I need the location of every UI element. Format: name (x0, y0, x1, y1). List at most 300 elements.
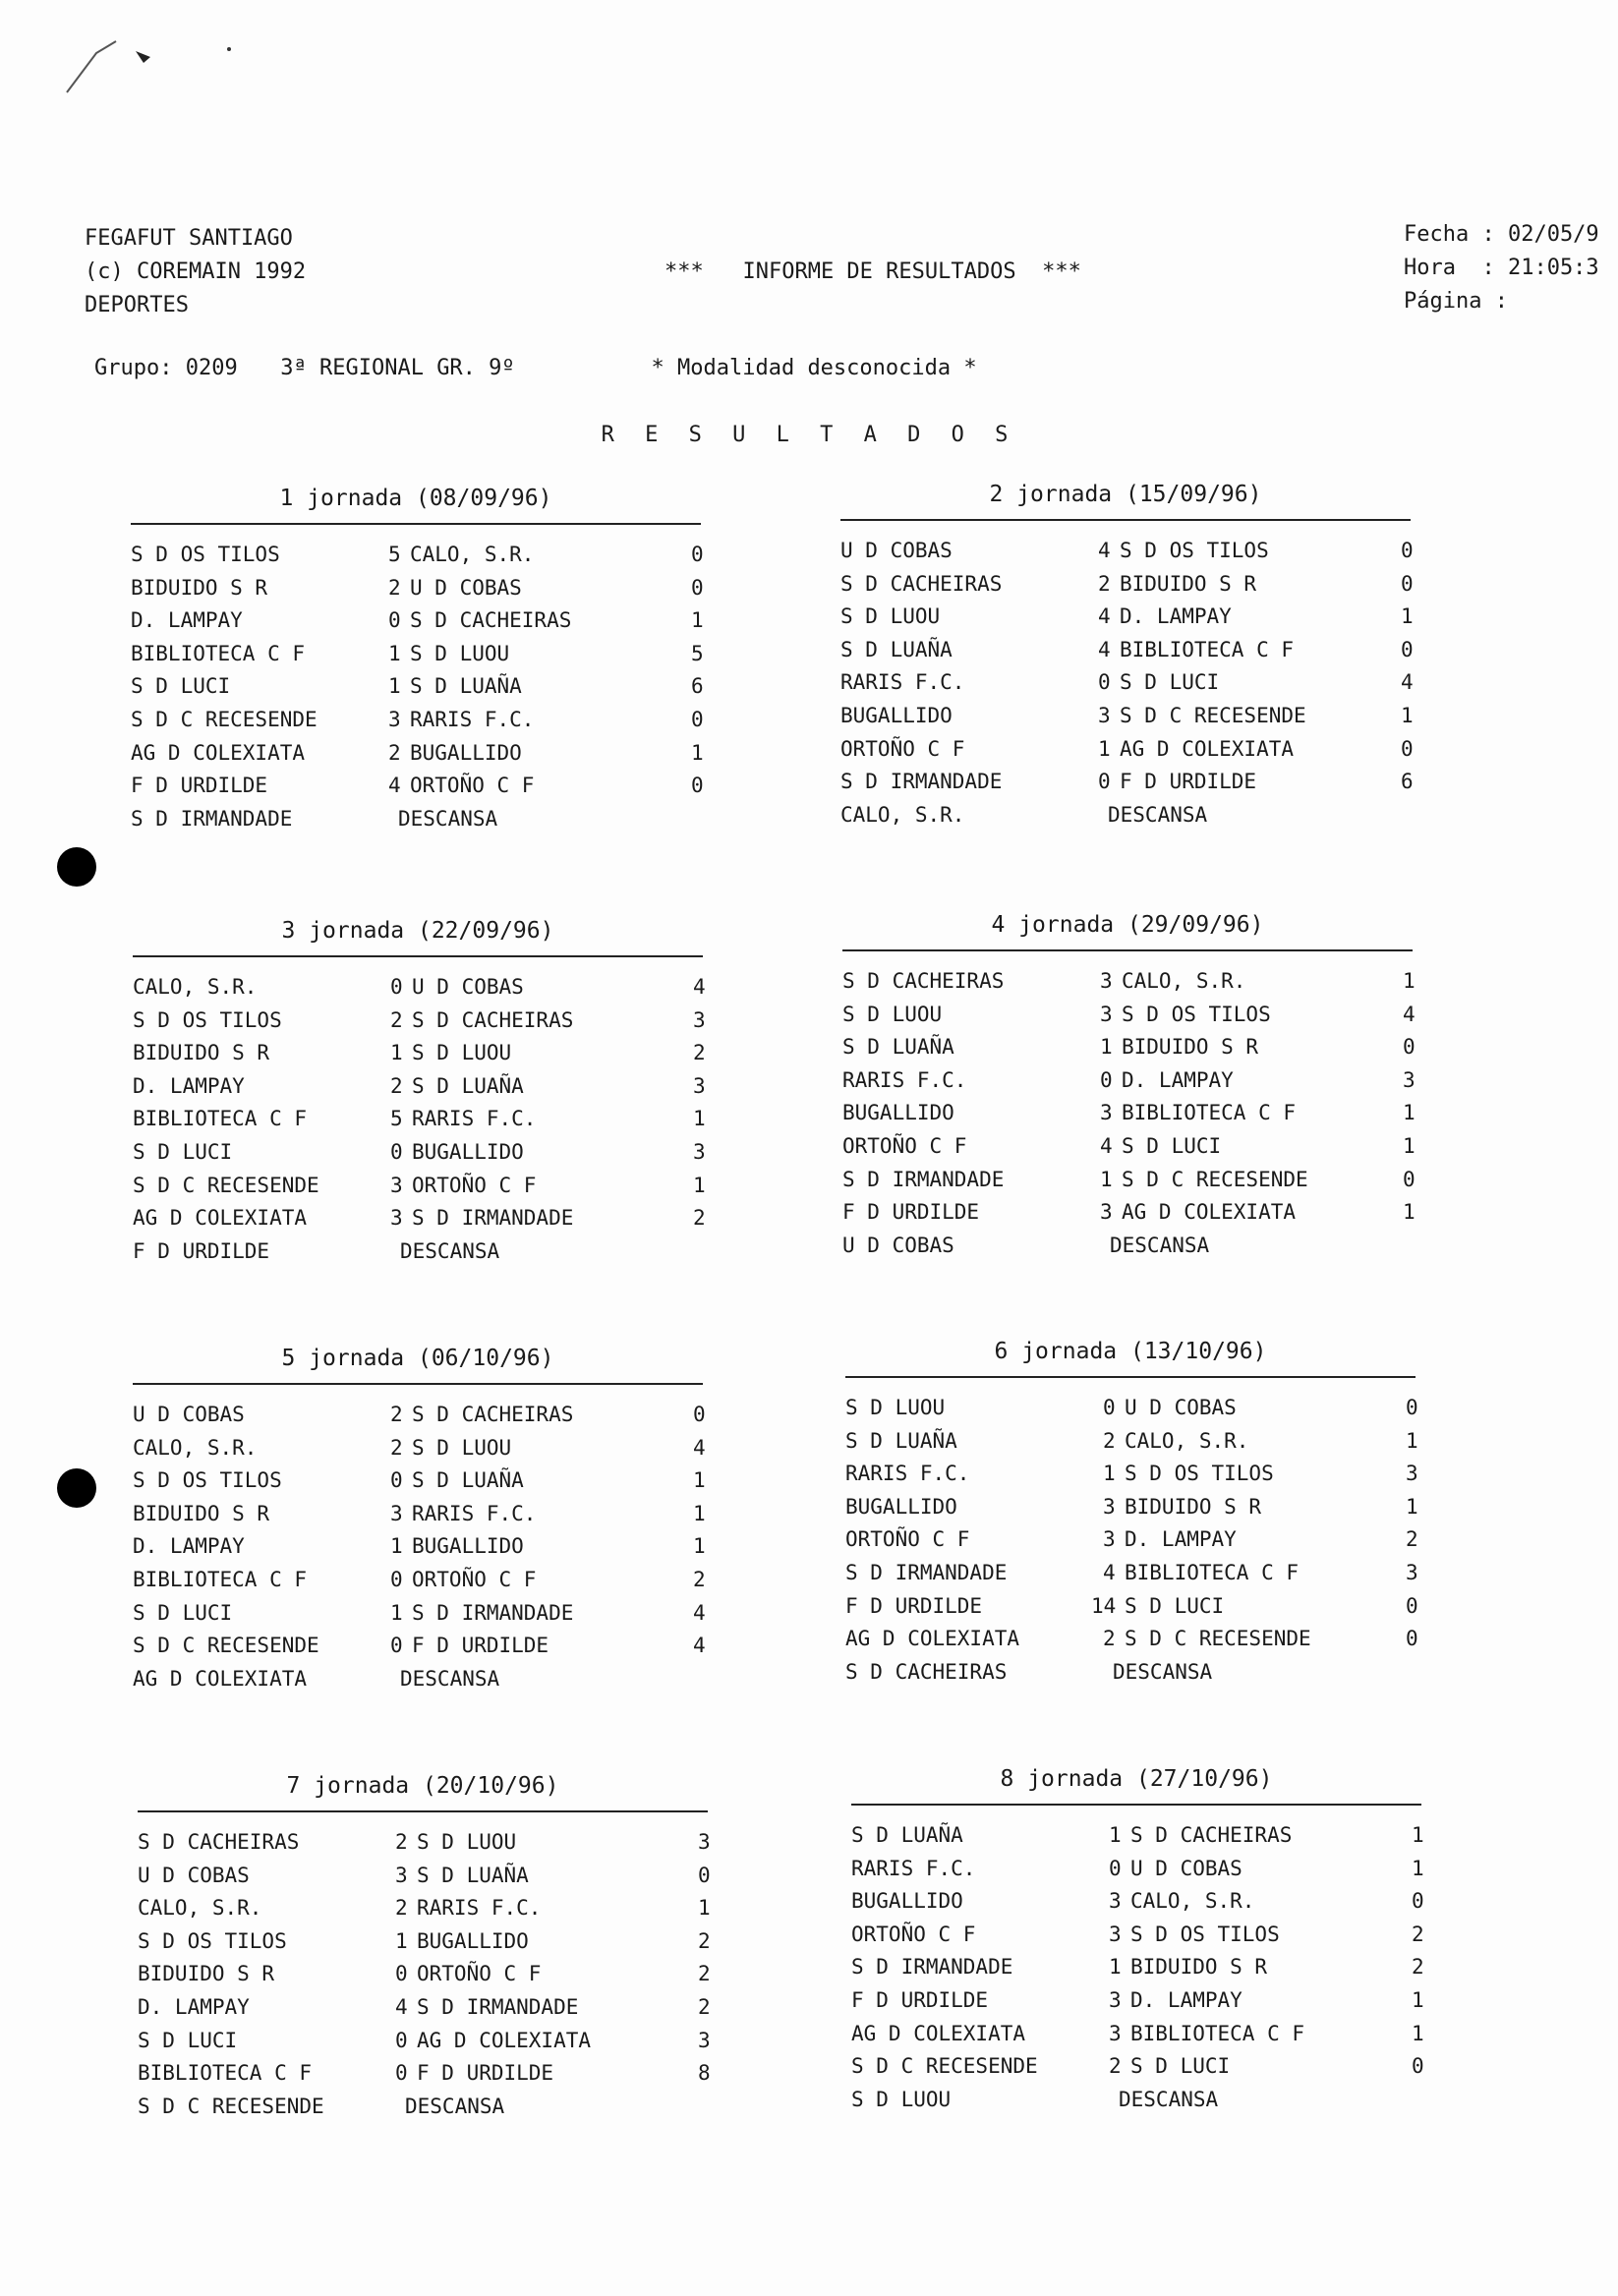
away-team: S D LUOU (410, 641, 510, 665)
jornada-divider (845, 1376, 1416, 1378)
away-team: S D LUCI (1130, 2054, 1231, 2079)
away-team: BIDUIDO S R (1120, 571, 1257, 596)
away-team: BUGALLIDO (417, 1928, 529, 1953)
home-team: F D URDILDE (851, 1987, 989, 2012)
away-team: S D LUAÑA (412, 1073, 524, 1098)
away-team: S D CACHEIRAS (1130, 1823, 1293, 1847)
home-score: 0 (390, 1139, 403, 1164)
home-team: U D COBAS (842, 1233, 954, 1257)
match-row (845, 1491, 1416, 1524)
match-row (138, 2025, 711, 2058)
away-team: ORTOÑO C F (412, 1567, 537, 1591)
home-score: 2 (395, 1830, 408, 1854)
home-team: AG D COLEXIATA (851, 2021, 1026, 2045)
away-score: 3 (1406, 1462, 1418, 1486)
away-team: S D C RECESENDE (1120, 703, 1306, 727)
match-row (845, 1425, 1416, 1459)
away-team: S D C RECESENDE (1125, 1627, 1311, 1651)
home-score: 1 (1109, 1955, 1122, 1980)
away-team: DESCANSA (400, 1666, 500, 1691)
match-row (131, 737, 704, 771)
home-score: 2 (388, 575, 401, 600)
modalidad: * Modalidad desconocida * (651, 356, 977, 380)
home-score: 4 (1100, 1133, 1113, 1158)
match-row (842, 1130, 1416, 1164)
jornada-divider (131, 523, 701, 525)
away-score: 4 (693, 1435, 706, 1460)
away-score: 1 (1403, 969, 1416, 993)
away-score: 0 (1412, 1889, 1424, 1914)
home-team: AG D COLEXIATA (133, 1206, 308, 1231)
home-score: 3 (1109, 2021, 1122, 2045)
away-score: 1 (1412, 1856, 1424, 1880)
home-score: 1 (395, 1928, 408, 1953)
home-team: S D CACHEIRAS (842, 969, 1005, 993)
home-team: ORTOÑO C F (845, 1527, 970, 1552)
away-score: 1 (693, 1501, 706, 1525)
home-score: 2 (388, 740, 401, 765)
home-team: BIDUIDO S R (131, 575, 268, 600)
away-score: 3 (1403, 1067, 1416, 1092)
match-row (840, 601, 1414, 634)
home-score: 0 (1103, 1396, 1116, 1419)
away-team: S D LUOU (412, 1041, 512, 1065)
home-team: S D LUOU (842, 1002, 943, 1026)
away-team: DESCANSA (1113, 1659, 1213, 1684)
home-team: S D LUOU (851, 2087, 952, 2111)
away-score: 1 (1403, 1133, 1416, 1158)
home-team: S D IRMANDADE (851, 1955, 1013, 1980)
away-score: 0 (1403, 1167, 1416, 1191)
away-score: 1 (1401, 604, 1414, 629)
home-score: 2 (390, 1073, 403, 1098)
away-team: BUGALLIDO (412, 1534, 524, 1559)
match-row (840, 568, 1414, 602)
match-row (133, 1004, 706, 1038)
match-row (842, 1164, 1416, 1197)
jornada-block (138, 1769, 711, 2123)
match-row (842, 1097, 1416, 1130)
home-score: 2 (1103, 1627, 1116, 1651)
home-score: 5 (390, 1107, 403, 1131)
away-score: 3 (1406, 1560, 1418, 1584)
jornada-block (851, 1762, 1424, 2116)
home-team: CALO, S.R. (138, 1896, 262, 1921)
rest-row (840, 799, 1411, 832)
home-team: BUGALLIDO (845, 1494, 957, 1519)
home-score: 4 (1098, 604, 1111, 629)
match-row (851, 2018, 1424, 2051)
away-team: S D OS TILOS (1125, 1462, 1274, 1486)
match-row (138, 1826, 711, 1860)
away-score: 0 (691, 774, 704, 798)
match-row (842, 1031, 1416, 1064)
away-score: 0 (1412, 2054, 1424, 2079)
away-score: 3 (693, 1139, 706, 1164)
home-team: AG D COLEXIATA (131, 740, 306, 765)
away-team: BIDUIDO S R (1125, 1494, 1262, 1519)
jornada-title: 2 jornada (15/09/96) (989, 482, 1262, 507)
away-score: 0 (691, 575, 704, 600)
home-score: 0 (395, 1962, 408, 1986)
away-team: S D OS TILOS (1120, 539, 1269, 562)
home-team: D. LAMPAY (131, 608, 243, 633)
home-team: F D URDILDE (133, 1238, 270, 1263)
grupo-line (94, 356, 977, 380)
home-team: S D LUCI (131, 674, 231, 699)
rest-row (842, 1230, 1413, 1263)
home-team: S D C RECESENDE (851, 2054, 1038, 2079)
away-score: 1 (1412, 1987, 1424, 2012)
away-team: S D C RECESENDE (1122, 1167, 1308, 1191)
home-team: F D URDILDE (131, 774, 268, 798)
match-row (133, 1037, 706, 1070)
home-team: BIDUIDO S R (138, 1962, 275, 1986)
away-score: 0 (693, 1403, 706, 1426)
away-team: F D URDILDE (1120, 770, 1257, 794)
away-team: D. LAMPAY (1125, 1527, 1237, 1552)
home-score: 3 (1109, 1922, 1122, 1946)
home-team: S D CACHEIRAS (138, 1830, 300, 1854)
home-team: BIBLIOTECA C F (133, 1567, 308, 1591)
header-fecha: Fecha : 02/05/9 (1404, 222, 1599, 247)
away-team: S D IRMANDADE (417, 1994, 579, 2019)
home-team: S D C RECESENDE (133, 1173, 319, 1197)
away-score: 3 (698, 1830, 711, 1854)
away-score: 5 (691, 641, 704, 665)
match-row (133, 1498, 706, 1531)
home-score: 2 (390, 1403, 403, 1426)
match-row (133, 1630, 706, 1663)
match-row (845, 1557, 1416, 1590)
home-score: 0 (1098, 670, 1111, 695)
jornada-block (131, 482, 704, 835)
home-score: 3 (1109, 1987, 1122, 2012)
home-score: 3 (1103, 1494, 1116, 1519)
away-team: U D COBAS (410, 575, 522, 600)
home-team: S D IRMANDADE (842, 1167, 1005, 1191)
home-score: 1 (388, 641, 401, 665)
jornada-divider (842, 949, 1413, 951)
home-team: S D OS TILOS (138, 1928, 287, 1953)
header-dept: DEPORTES (85, 293, 189, 317)
home-team: BIBLIOTECA C F (138, 2061, 313, 2086)
away-team: S D CACHEIRAS (412, 1403, 574, 1426)
away-team: S D LUCI (1120, 670, 1220, 695)
header-right (1404, 218, 1599, 318)
home-team: RARIS F.C. (842, 1067, 967, 1092)
rest-row (138, 2091, 708, 2124)
header-pagina: Página : (1404, 289, 1508, 314)
home-team: S D OS TILOS (131, 543, 280, 566)
away-team: CALO, S.R. (1122, 969, 1246, 993)
home-team: S D OS TILOS (133, 1468, 282, 1493)
jornada-title: 7 jornada (20/10/96) (286, 1773, 559, 1799)
home-score: 0 (390, 975, 403, 999)
home-team: D. LAMPAY (133, 1534, 245, 1559)
punch-hole-bottom (57, 1468, 96, 1508)
match-row (133, 1597, 706, 1631)
match-row (840, 733, 1414, 767)
home-score: 1 (388, 674, 401, 699)
away-score: 4 (693, 1600, 706, 1625)
away-score: 1 (693, 1173, 706, 1197)
home-score: 3 (1103, 1527, 1116, 1552)
away-team: U D COBAS (412, 975, 524, 999)
home-score: 1 (390, 1534, 403, 1559)
home-score: 0 (395, 2028, 408, 2052)
away-team: ORTOÑO C F (410, 774, 535, 798)
home-team: S D LUOU (840, 604, 941, 629)
match-row (851, 1885, 1424, 1919)
away-team: CALO, S.R. (1130, 1889, 1255, 1914)
away-team: DESCANSA (400, 1238, 500, 1263)
match-row (851, 2050, 1424, 2084)
home-team: S D LUCI (133, 1139, 233, 1164)
match-row (845, 1392, 1416, 1425)
home-score: 2 (1098, 571, 1111, 596)
match-row (851, 1853, 1424, 1886)
home-team: S D LUCI (138, 2028, 238, 2052)
home-team: U D COBAS (138, 1863, 250, 1887)
away-score: 0 (1406, 1396, 1418, 1419)
match-row (133, 1530, 706, 1564)
away-team: S D LUAÑA (417, 1863, 529, 1887)
away-team: AG D COLEXIATA (417, 2028, 592, 2052)
home-team: ORTOÑO C F (842, 1133, 967, 1158)
away-score: 0 (1401, 571, 1414, 596)
grupo-name: 3ª REGIONAL GR. 9º (280, 356, 515, 380)
away-score: 4 (1401, 670, 1414, 695)
report-title: *** INFORME DE RESULTADOS *** (665, 259, 1081, 284)
home-score: 2 (1103, 1428, 1116, 1453)
away-score: 1 (693, 1468, 706, 1493)
away-team: S D CACHEIRAS (410, 608, 572, 633)
away-team: S D LUCI (1122, 1133, 1222, 1158)
away-score: 0 (1406, 1627, 1418, 1651)
away-team: S D LUOU (417, 1830, 517, 1854)
home-team: S D IRMANDADE (840, 770, 1003, 794)
home-score: 4 (388, 774, 401, 798)
away-score: 4 (693, 1634, 706, 1658)
home-score: 1 (390, 1041, 403, 1065)
away-team: F D URDILDE (417, 2061, 554, 2086)
home-team: BIBLIOTECA C F (133, 1107, 308, 1131)
away-team: DESCANSA (1110, 1233, 1210, 1257)
away-score: 3 (698, 2028, 711, 2052)
away-score: 4 (1403, 1002, 1416, 1026)
home-team: ORTOÑO C F (851, 1922, 976, 1946)
away-team: S D OS TILOS (1122, 1002, 1271, 1026)
match-row (840, 766, 1414, 799)
home-score: 1 (1103, 1462, 1116, 1486)
home-team: ORTOÑO C F (840, 736, 965, 761)
home-team: RARIS F.C. (845, 1462, 970, 1486)
away-score: 1 (1412, 2021, 1424, 2045)
home-team: S D LUCI (133, 1600, 233, 1625)
home-score: 3 (1100, 1002, 1113, 1026)
away-team: BUGALLIDO (412, 1139, 524, 1164)
home-team: S D CACHEIRAS (845, 1659, 1008, 1684)
away-team: S D LUCI (1125, 1593, 1225, 1618)
away-team: S D OS TILOS (1130, 1922, 1280, 1946)
jornada-title: 1 jornada (08/09/96) (279, 486, 552, 511)
match-row (138, 1925, 711, 1959)
home-score: 2 (390, 1435, 403, 1460)
home-team: RARIS F.C. (851, 1856, 976, 1880)
away-score: 8 (698, 2061, 711, 2086)
home-team: AG D COLEXIATA (133, 1666, 308, 1691)
away-team: ORTOÑO C F (417, 1962, 542, 1986)
away-score: 2 (1406, 1527, 1418, 1552)
home-score: 0 (390, 1567, 403, 1591)
jornada-block (845, 1335, 1416, 1689)
home-score: 4 (1098, 637, 1111, 661)
home-score: 4 (1103, 1560, 1116, 1584)
away-score: 3 (693, 1007, 706, 1032)
match-row (845, 1623, 1416, 1656)
header-copyright: (c) COREMAIN 1992 (85, 259, 307, 284)
jornada-title: 4 jornada (29/09/96) (991, 912, 1264, 938)
away-score: 4 (693, 975, 706, 999)
home-score: 1 (1100, 1167, 1113, 1191)
match-row (138, 1991, 711, 2025)
home-score: 0 (395, 2061, 408, 2086)
away-score: 2 (698, 1928, 711, 1953)
jornada-title: 6 jornada (13/10/96) (994, 1339, 1267, 1364)
home-score: 1 (390, 1600, 403, 1625)
away-team: S D LUOU (412, 1435, 512, 1460)
match-row (133, 971, 706, 1004)
home-team: RARIS F.C. (840, 670, 965, 695)
home-score: 0 (388, 608, 401, 633)
match-row (131, 604, 704, 638)
away-score: 0 (1401, 539, 1414, 562)
away-team: RARIS F.C. (412, 1107, 537, 1131)
home-score: 2 (1109, 2054, 1122, 2079)
away-score: 2 (1412, 1922, 1424, 1946)
home-score: 3 (395, 1863, 408, 1887)
home-team: F D URDILDE (842, 1200, 980, 1225)
jornada-title: 3 jornada (22/09/96) (281, 918, 554, 944)
home-team: S D LUAÑA (840, 637, 953, 661)
match-row (131, 770, 704, 803)
away-score: 0 (691, 543, 704, 566)
away-score: 1 (1406, 1494, 1418, 1519)
jornada-divider (133, 955, 703, 957)
match-row (845, 1523, 1416, 1557)
header-left (85, 222, 306, 322)
away-team: BIBLIOTECA C F (1125, 1560, 1300, 1584)
away-score: 1 (1412, 1823, 1424, 1847)
away-score: 2 (698, 1994, 711, 2019)
home-score: 3 (1109, 1889, 1122, 1914)
home-team: S D CACHEIRAS (840, 571, 1003, 596)
home-team: U D COBAS (133, 1403, 245, 1426)
home-score: 5 (388, 543, 401, 566)
away-team: S D CACHEIRAS (412, 1007, 574, 1032)
away-team: CALO, S.R. (1125, 1428, 1249, 1453)
match-row (133, 1070, 706, 1104)
jornada-block (133, 914, 706, 1268)
home-team: S D C RECESENDE (133, 1634, 319, 1658)
home-team: AG D COLEXIATA (845, 1627, 1020, 1651)
home-score: 14 (1091, 1593, 1117, 1618)
away-team: DESCANSA (405, 2094, 505, 2118)
pen-mark-scribble (57, 24, 254, 112)
match-row (851, 1951, 1424, 1984)
away-score: 1 (1403, 1200, 1416, 1225)
away-score: 1 (1401, 703, 1414, 727)
away-team: AG D COLEXIATA (1122, 1200, 1297, 1225)
match-row (138, 1958, 711, 1991)
jornada-divider (840, 519, 1411, 521)
away-score: 2 (693, 1206, 706, 1231)
away-team: CALO, S.R. (410, 543, 535, 566)
section-title: R E S U L T A D O S (601, 423, 1017, 447)
away-team: RARIS F.C. (417, 1896, 542, 1921)
jornada-divider (138, 1810, 708, 1812)
away-team: BIDUIDO S R (1130, 1955, 1268, 1980)
away-score: 0 (691, 707, 704, 731)
jornada-divider (133, 1383, 703, 1385)
match-row (840, 634, 1414, 667)
rest-row (131, 803, 701, 836)
home-score: 2 (390, 1007, 403, 1032)
away-team: S D IRMANDADE (412, 1206, 574, 1231)
home-score: 3 (390, 1206, 403, 1231)
away-score: 1 (691, 740, 704, 765)
home-team: S D C RECESENDE (131, 707, 318, 731)
away-team: DESCANSA (1108, 802, 1208, 827)
match-row (131, 572, 704, 605)
home-score: 3 (1100, 1200, 1113, 1225)
away-team: DESCANSA (398, 806, 498, 831)
match-row (133, 1202, 706, 1235)
away-team: BIBLIOTECA C F (1122, 1101, 1297, 1125)
match-row (138, 2057, 711, 2091)
home-score: 1 (1100, 1035, 1113, 1060)
away-team: BIBLIOTECA C F (1120, 637, 1295, 661)
home-score: 0 (1098, 770, 1111, 794)
away-team: U D COBAS (1130, 1856, 1242, 1880)
home-team: S D OS TILOS (133, 1007, 282, 1032)
away-score: 6 (1401, 770, 1414, 794)
away-score: 0 (1401, 637, 1414, 661)
jornada-block (133, 1342, 706, 1695)
away-score: 2 (693, 1041, 706, 1065)
jornada-divider (851, 1804, 1421, 1806)
away-team: RARIS F.C. (412, 1501, 537, 1525)
home-score: 2 (395, 1896, 408, 1921)
away-score: 1 (1403, 1101, 1416, 1125)
away-team: U D COBAS (1125, 1396, 1237, 1419)
header-hora: Hora : 21:05:3 (1404, 256, 1599, 280)
away-team: DESCANSA (1119, 2087, 1219, 2111)
home-team: BIBLIOTECA C F (131, 641, 306, 665)
home-team: BUGALLIDO (840, 703, 953, 727)
home-score: 3 (390, 1173, 403, 1197)
away-score: 2 (693, 1567, 706, 1591)
home-score: 1 (1098, 736, 1111, 761)
home-score: 3 (388, 707, 401, 731)
punch-hole-top (57, 847, 96, 887)
away-team: F D URDILDE (412, 1634, 549, 1658)
home-team: S D LUAÑA (842, 1035, 954, 1060)
away-team: AG D COLEXIATA (1120, 736, 1295, 761)
match-row (842, 965, 1416, 999)
home-team: D. LAMPAY (138, 1994, 250, 2019)
